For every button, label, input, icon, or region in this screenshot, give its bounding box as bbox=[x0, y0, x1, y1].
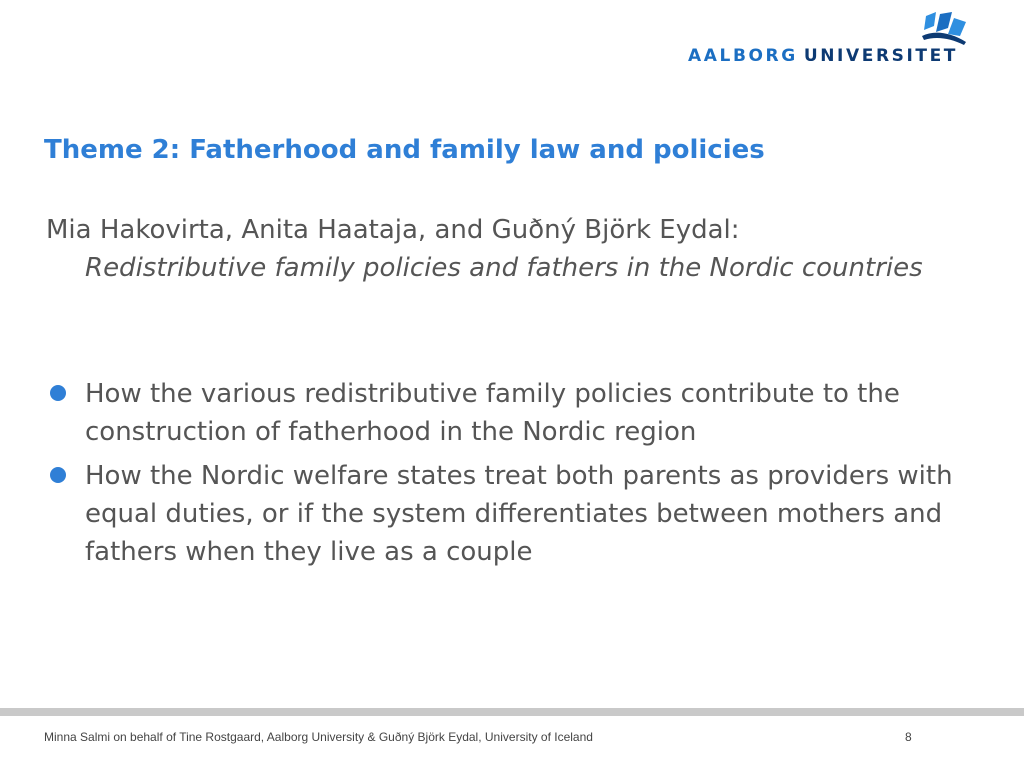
bullet-item bbox=[46, 457, 996, 571]
footer-credit: Minna Salmi on behalf of Tine Rostgaard, Aalborg University & Guðný Björk Eydal, University of Iceland bbox=[44, 730, 593, 744]
page-number: 8 bbox=[905, 730, 912, 744]
paper-reference bbox=[46, 211, 946, 287]
bullet-text: How the various redistributive family policies contribute to the construction of fatherhood in the Nordic region bbox=[85, 379, 900, 447]
logo-mark-icon bbox=[920, 12, 968, 46]
university-logo bbox=[684, 12, 1004, 70]
bullet-text: How the Nordic welfare states treat both parents as providers with equal duties, or if the system differentiates between mothers and fathers when they live as a couple bbox=[85, 461, 953, 567]
bullet-list bbox=[46, 375, 996, 577]
logo-word-aalborg: AALBORG bbox=[688, 46, 798, 66]
footer-divider bbox=[0, 708, 1024, 716]
authors-line: Mia Hakovirta, Anita Haataja, and Guðný Björk Eydal: bbox=[46, 215, 740, 245]
bullet-item bbox=[46, 375, 996, 451]
slide-title: Theme 2: Fatherhood and family law and policies bbox=[44, 135, 765, 165]
logo-word-universitet: UNIVERSITET bbox=[803, 46, 959, 66]
paper-title: Redistributive family policies and fathers in the Nordic countries bbox=[85, 253, 923, 283]
logo-wordmark bbox=[688, 46, 958, 66]
bullet-dot-icon bbox=[50, 467, 66, 483]
bullet-dot-icon bbox=[50, 385, 66, 401]
